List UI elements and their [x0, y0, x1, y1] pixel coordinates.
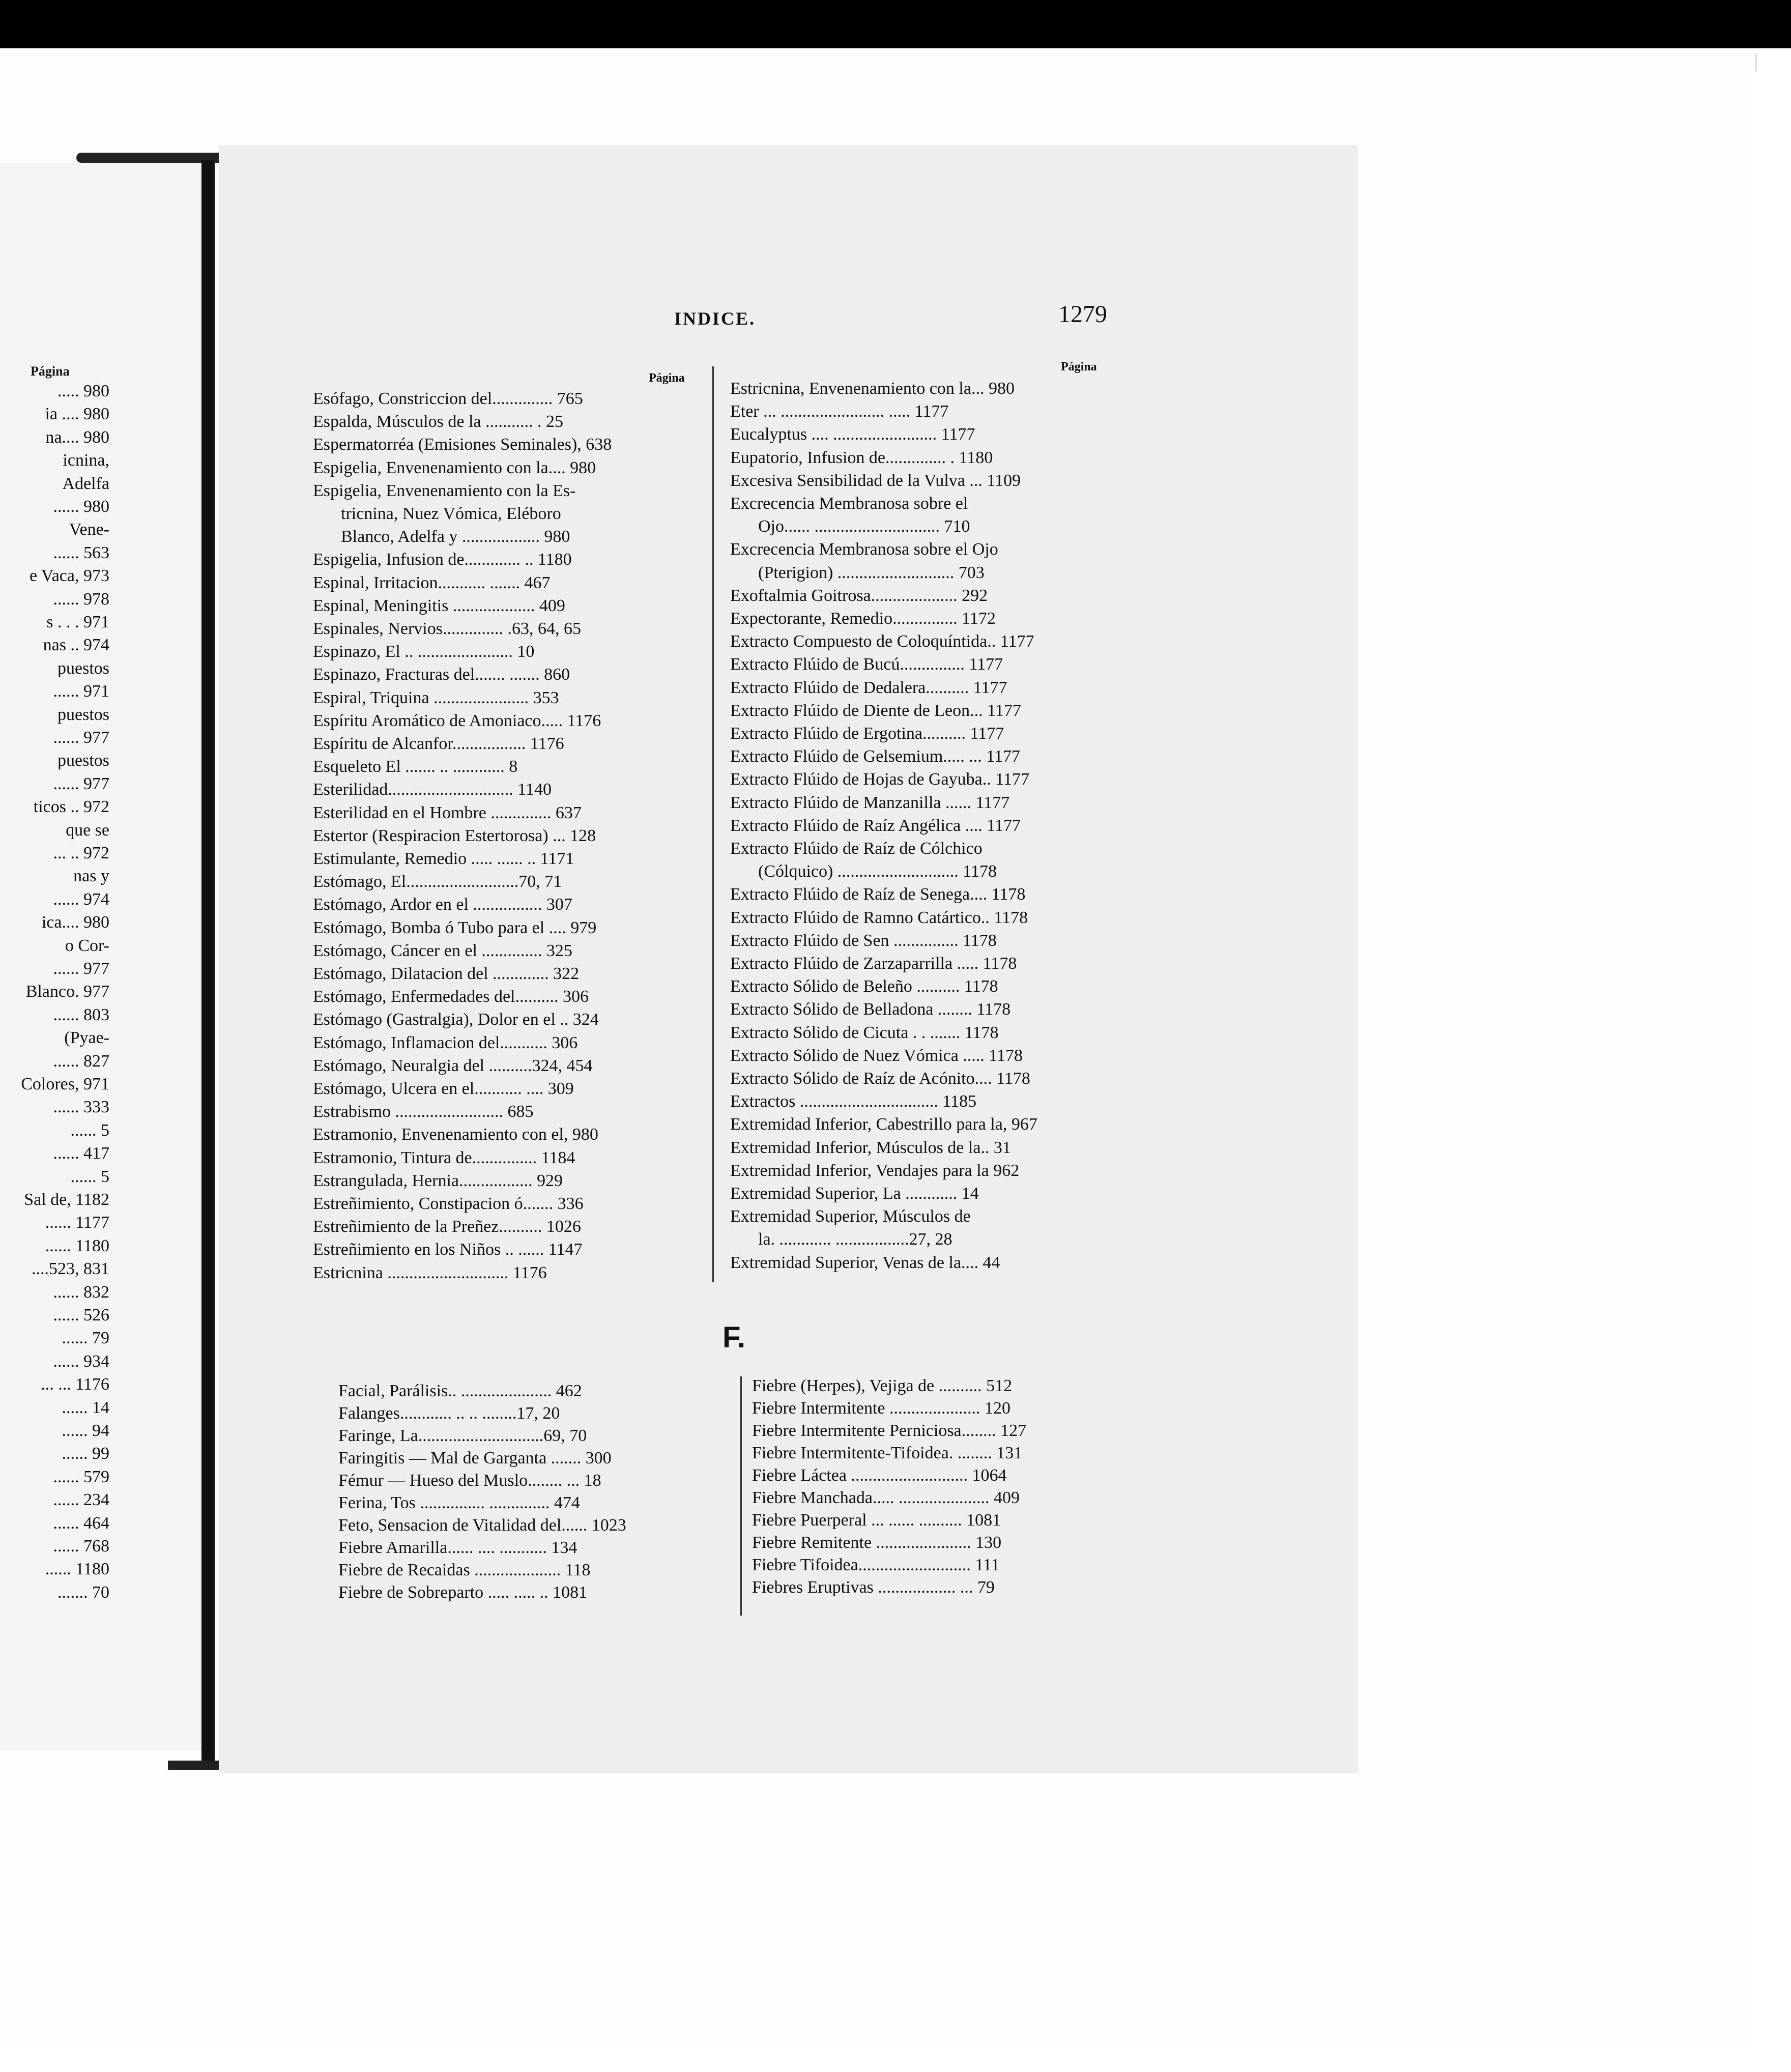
- column-label-right: Página: [1061, 360, 1097, 373]
- index-entry: Blanco, Adelfa y .................. 980: [341, 527, 570, 546]
- index-entry: Espinal, Meningitis ................... 409: [313, 596, 565, 615]
- index-entry: Extremidad Superior, La ............ 14: [730, 1184, 979, 1203]
- facing-page-entry: puestos: [57, 658, 109, 678]
- index-entry: Estómago, Inflamacion del........... 306: [313, 1033, 578, 1052]
- facing-page-entry: ...... 974: [53, 889, 109, 909]
- index-entry: Extracto Sólido de Raíz de Acónito.... 1178: [730, 1069, 1030, 1088]
- index-entry: Excrecencia Membranosa sobre el: [730, 494, 968, 513]
- index-entry: Fiebre Intermitente-Tifoidea. ........ 131: [752, 1444, 1023, 1462]
- index-entry: Espinal, Irritacion........... ....... 467: [313, 573, 551, 592]
- index-entry: Extracto Sólido de Cicuta . . ....... 1178: [730, 1023, 999, 1042]
- index-entry: Espíritu Aromático de Amoniaco..... 1176: [313, 711, 601, 730]
- facing-page-entry: ...... 803: [53, 1005, 109, 1024]
- page-number: 1279: [1058, 301, 1107, 328]
- index-entry: Fiebres Eruptivas .................. ... 79: [752, 1578, 995, 1597]
- index-entry: Espigelia, Envenenamiento con la.... 980: [313, 458, 596, 477]
- index-entry: Extracto Flúido de Zarzaparrilla ..... 1178: [730, 954, 1017, 973]
- index-entry: Extracto Sólido de Nuez Vómica ..... 1178: [730, 1046, 1023, 1065]
- facing-page-entry: nas y: [73, 867, 109, 886]
- index-entry: Extracto Flúido de Dedalera.......... 1177: [730, 678, 1007, 697]
- index-entry: Estómago, El..........................70, 71: [313, 872, 562, 891]
- index-entry: Esterilidad en el Hombre .............. 637: [313, 803, 582, 822]
- index-entry: Extracto Flúido de Raíz de Senega.... 1178: [730, 885, 1026, 904]
- index-entry: Extracto Flúido de Bucú............... 1177: [730, 655, 1003, 674]
- facing-page-entry: ...... 832: [53, 1282, 109, 1302]
- index-entry: Espíritu de Alcanfor................. 1176: [313, 734, 564, 753]
- index-entry: Fiebre de Recaidas .................... 118: [338, 1561, 591, 1579]
- facing-page-entry: ...... 1180: [45, 1236, 109, 1255]
- index-entry: la. ............ .................27, 28: [758, 1230, 952, 1249]
- index-entry: Estrangulada, Hernia................. 929: [313, 1171, 563, 1190]
- index-entry: Extremidad Superior, Músculos de: [730, 1207, 971, 1226]
- facing-page-entry: puestos: [57, 705, 109, 724]
- facing-page-entry: ...... 977: [53, 728, 109, 747]
- index-entry: Fiebre Intermitente ..................... 120: [752, 1399, 1011, 1418]
- facing-page-entry: ...... 977: [53, 774, 109, 793]
- index-entry: Faringe, La.............................69, 70: [338, 1426, 587, 1445]
- index-entry: Estricnina, Envenenamiento con la... 980: [730, 379, 1015, 398]
- facing-page-entry: ...... 99: [62, 1444, 109, 1463]
- column-divider-e: [712, 366, 714, 1282]
- facing-page-entry: ...... 934: [53, 1351, 109, 1371]
- column-divider-f: [740, 1376, 742, 1616]
- facing-page-entry: ticos .. 972: [33, 797, 109, 817]
- index-entry: Fiebre de Sobreparto ..... ..... .. 1081: [338, 1583, 588, 1602]
- facing-page-entry: Adelfa: [62, 474, 109, 493]
- index-entry: Estramonio, Tintura de............... 1184: [313, 1148, 575, 1167]
- index-entry: Estómago (Gastralgia), Dolor en el .. 324: [313, 1010, 599, 1029]
- index-entry: Extracto Sólido de Belladona ........ 1178: [730, 1000, 1011, 1019]
- facing-page-entry: ...... 563: [53, 543, 109, 562]
- facing-page-entry: ...... 1180: [45, 1560, 109, 1579]
- index-entry: Espinazo, Fracturas del....... ....... 860: [313, 665, 570, 684]
- index-entry: Espermatorréa (Emisiones Seminales), 638: [313, 435, 612, 454]
- index-entry: Espigelia, Envenenamiento con la Es-: [313, 481, 576, 500]
- facing-page-entry: ...... 464: [53, 1513, 109, 1533]
- index-entry: tricnina, Nuez Vómica, Eléboro: [341, 504, 561, 523]
- index-entry: Estricnina ............................ 1176: [313, 1263, 547, 1282]
- facing-page-entry: ...... 768: [53, 1537, 109, 1556]
- facing-page-entry: ...... 980: [53, 497, 109, 516]
- index-entry: Eter ... ........................ ..... 1177: [730, 402, 949, 421]
- facing-page-entry: nas .. 974: [43, 636, 109, 655]
- index-entry: Fiebre Remitente ...................... 130: [752, 1533, 1002, 1552]
- index-entry: Extremidad Inferior, Músculos de la.. 31: [730, 1138, 1011, 1157]
- index-entry: Feto, Sensacion de Vitalidad del...... 1023: [338, 1516, 626, 1535]
- facing-page-entry: ....... 70: [57, 1582, 109, 1602]
- index-entry: Fiebre Tifoidea.......................... 111: [752, 1556, 1000, 1574]
- facing-page-entry: que se: [66, 820, 109, 840]
- index-entry: (Cólquico) ............................ 1178: [758, 862, 997, 881]
- facing-page-entry: ...... 579: [53, 1467, 109, 1486]
- facing-page-entry: ...... 1177: [45, 1213, 109, 1232]
- index-entry: Estimulante, Remedio ..... ...... .. 1171: [313, 849, 574, 868]
- index-entry: Extracto Flúido de Sen ............... 1178: [730, 931, 997, 950]
- index-entry: Esqueleto El ....... .. ............ 8: [313, 757, 518, 776]
- index-entry: Extracto Flúido de Manzanilla ...... 1177: [730, 793, 1010, 812]
- facing-page-entry: ...... 94: [62, 1421, 109, 1440]
- facing-page-entry: ...... 827: [53, 1051, 109, 1071]
- index-entry: Espinales, Nervios.............. .63, 64, 65: [313, 619, 581, 638]
- index-entry: Estómago, Dilatacion del ............. 322: [313, 964, 580, 983]
- facing-page-entry: ...... 971: [53, 682, 109, 701]
- index-entry: Fémur — Hueso del Muslo........ ... 18: [338, 1471, 601, 1490]
- index-entry: Estómago, Ulcera en el........... .... 309: [313, 1079, 574, 1098]
- index-entry: Fiebre Láctea ........................... 1064: [752, 1466, 1007, 1485]
- facing-page-entry: Vene-: [69, 520, 109, 539]
- facing-page-entry: ica.... 980: [41, 913, 109, 932]
- facing-page-entry: ...... 333: [53, 1098, 109, 1117]
- index-entry: Exoftalmia Goitrosa.................... 292: [730, 586, 988, 605]
- facing-page-entry: ...... 417: [53, 1144, 109, 1163]
- index-entry: Extracto Flúido de Gelsemium..... ... 1177: [730, 747, 1021, 766]
- index-entry: Extracto Sólido de Beleño .......... 1178: [730, 977, 998, 996]
- index-entry: Ferina, Tos ............... .............. 474: [338, 1493, 580, 1512]
- index-entry: Espinazo, El .. ...................... 10: [313, 642, 535, 661]
- facing-page-entry: ...... 526: [53, 1306, 109, 1325]
- facing-page-entry: ....523, 831: [32, 1259, 109, 1279]
- index-entry: Expectorante, Remedio............... 1172: [730, 609, 996, 628]
- facing-page-entry: ... .. 972: [53, 844, 109, 862]
- index-entry: Extracto Flúido de Raíz de Cólchico: [730, 839, 983, 858]
- scan-border-top: [0, 0, 1791, 48]
- index-entry: Espalda, Músculos de la ........... . 25: [313, 412, 563, 431]
- right-scan-margin: [1750, 71, 1791, 2056]
- index-entry: Extremidad Inferior, Vendajes para la 962: [730, 1161, 1020, 1180]
- index-entry: Fiebre Amarilla...... .... ........... 134: [338, 1538, 577, 1557]
- index-entry: Espigelia, Infusion de............. .. 1180: [313, 550, 572, 569]
- facing-page-entry: Blanco. 977: [25, 982, 109, 1001]
- index-entry: Extracto Flúido de Hojas de Gayuba.. 1177: [730, 770, 1029, 789]
- index-entry: Estreñimiento en los Niños .. ...... 1147: [313, 1240, 583, 1259]
- index-entry: Estómago, Neuralgia del ..........324, 454: [313, 1056, 593, 1075]
- facing-page-entry: ...... 978: [53, 589, 109, 609]
- index-entry: Estrabismo ......................... 685: [313, 1102, 534, 1121]
- index-entry: Fiebre Puerperal ... ...... .......... 1081: [752, 1511, 1001, 1530]
- index-entry: Estómago, Ardor en el ................ 307: [313, 895, 572, 914]
- index-entry: Extracto Flúido de Diente de Leon... 1177: [730, 701, 1021, 720]
- index-entry: Estómago, Bomba ó Tubo para el .... 979: [313, 918, 597, 937]
- index-entry: Extracto Flúido de Ergotina.......... 1177: [730, 724, 1004, 743]
- facing-page-entry: ... ... 1176: [41, 1375, 109, 1394]
- index-entry: Estómago, Enfermedades del.......... 306: [313, 987, 589, 1006]
- index-entry: Estómago, Cáncer en el .............. 325: [313, 941, 572, 960]
- facing-page-entry: Colores, 971: [21, 1075, 109, 1093]
- index-entry: Estertor (Respiracion Estertorosa) ... 128: [313, 826, 596, 845]
- index-entry: Excesiva Sensibilidad de la Vulva ... 1109: [730, 471, 1021, 490]
- facing-page-entry: ...... 977: [53, 959, 109, 978]
- facing-page-entry: icnina,: [63, 451, 109, 470]
- facing-page-entry: o Cor-: [65, 936, 109, 955]
- index-entry: Esófago, Constriccion del.............. 765: [313, 389, 583, 408]
- section-letter: F.: [723, 1321, 746, 1354]
- facing-page-column-label: Página: [31, 364, 70, 379]
- page-title: INDICE.: [674, 308, 756, 329]
- index-entry: Estramonio, Envenenamiento con el, 980: [313, 1125, 598, 1144]
- index-entry: Eucalyptus .... ........................ 1177: [730, 425, 975, 444]
- index-entry: Eupatorio, Infusion de.............. . 1180: [730, 448, 993, 467]
- index-entry: Fiebre Manchada..... ..................... 409: [752, 1488, 1020, 1507]
- facing-page-entry: ..... 980: [57, 382, 109, 400]
- facing-page-entry: ia .... 980: [45, 405, 109, 424]
- facing-page-entry: puestos: [57, 751, 109, 770]
- index-entry: Fiebre Intermitente Perniciosa........ 127: [752, 1421, 1027, 1440]
- index-entry: Espiral, Triquina ...................... 353: [313, 688, 559, 707]
- index-entry: Extremidad Inferior, Cabestrillo para la, 967: [730, 1115, 1037, 1134]
- facing-page-entry: Sal de, 1182: [24, 1190, 109, 1209]
- index-entry: Faringitis — Mal de Garganta ....... 300: [338, 1449, 612, 1467]
- column-label-left: Página: [649, 371, 685, 385]
- facing-page-entry: e Vaca, 973: [29, 566, 109, 586]
- index-entry: Extracto Flúido de Ramno Catártico.. 1178: [730, 908, 1028, 927]
- facing-page-entry: na.... 980: [45, 427, 109, 447]
- book-spine: [201, 160, 215, 1768]
- index-entry: Extremidad Superior, Venas de la.... 44: [730, 1253, 1000, 1272]
- facing-page-entry: s . . . 971: [46, 613, 109, 631]
- index-entry: Ojo...... ............................. 710: [758, 517, 970, 536]
- index-entry: Estreñimiento de la Preñez.......... 1026: [313, 1217, 581, 1236]
- index-entry: Extracto Flúido de Raíz Angélica .... 1177: [730, 816, 1021, 835]
- index-entry: Fiebre (Herpes), Vejiga de .......... 512: [752, 1376, 1013, 1395]
- index-entry: Esterilidad............................. 1140: [313, 780, 552, 799]
- facing-page-entry: (Pyae-: [64, 1028, 109, 1048]
- index-entry: Excrecencia Membranosa sobre el Ojo: [730, 540, 998, 559]
- facing-page-entry: ...... 14: [62, 1398, 109, 1417]
- facing-page-entry: ...... 5: [70, 1120, 109, 1140]
- index-entry: Estreñimiento, Constipacion ó....... 336: [313, 1194, 584, 1213]
- index-entry: Facial, Parálisis.. ..................... 462: [338, 1382, 582, 1400]
- facing-page-entry: ...... 234: [53, 1490, 109, 1510]
- index-entry: Falanges............ .. .. ........17, 20: [338, 1404, 560, 1423]
- facing-page-entry: ...... 79: [62, 1329, 109, 1348]
- facing-page-fragment: [0, 163, 204, 1750]
- index-entry: (Pterigion) ........................... 703: [758, 563, 985, 582]
- facing-page-entry: ...... 5: [70, 1167, 109, 1186]
- index-entry: Extractos ................................ 1185: [730, 1092, 977, 1111]
- index-entry: Extracto Compuesto de Coloquíntida.. 1177: [730, 632, 1034, 651]
